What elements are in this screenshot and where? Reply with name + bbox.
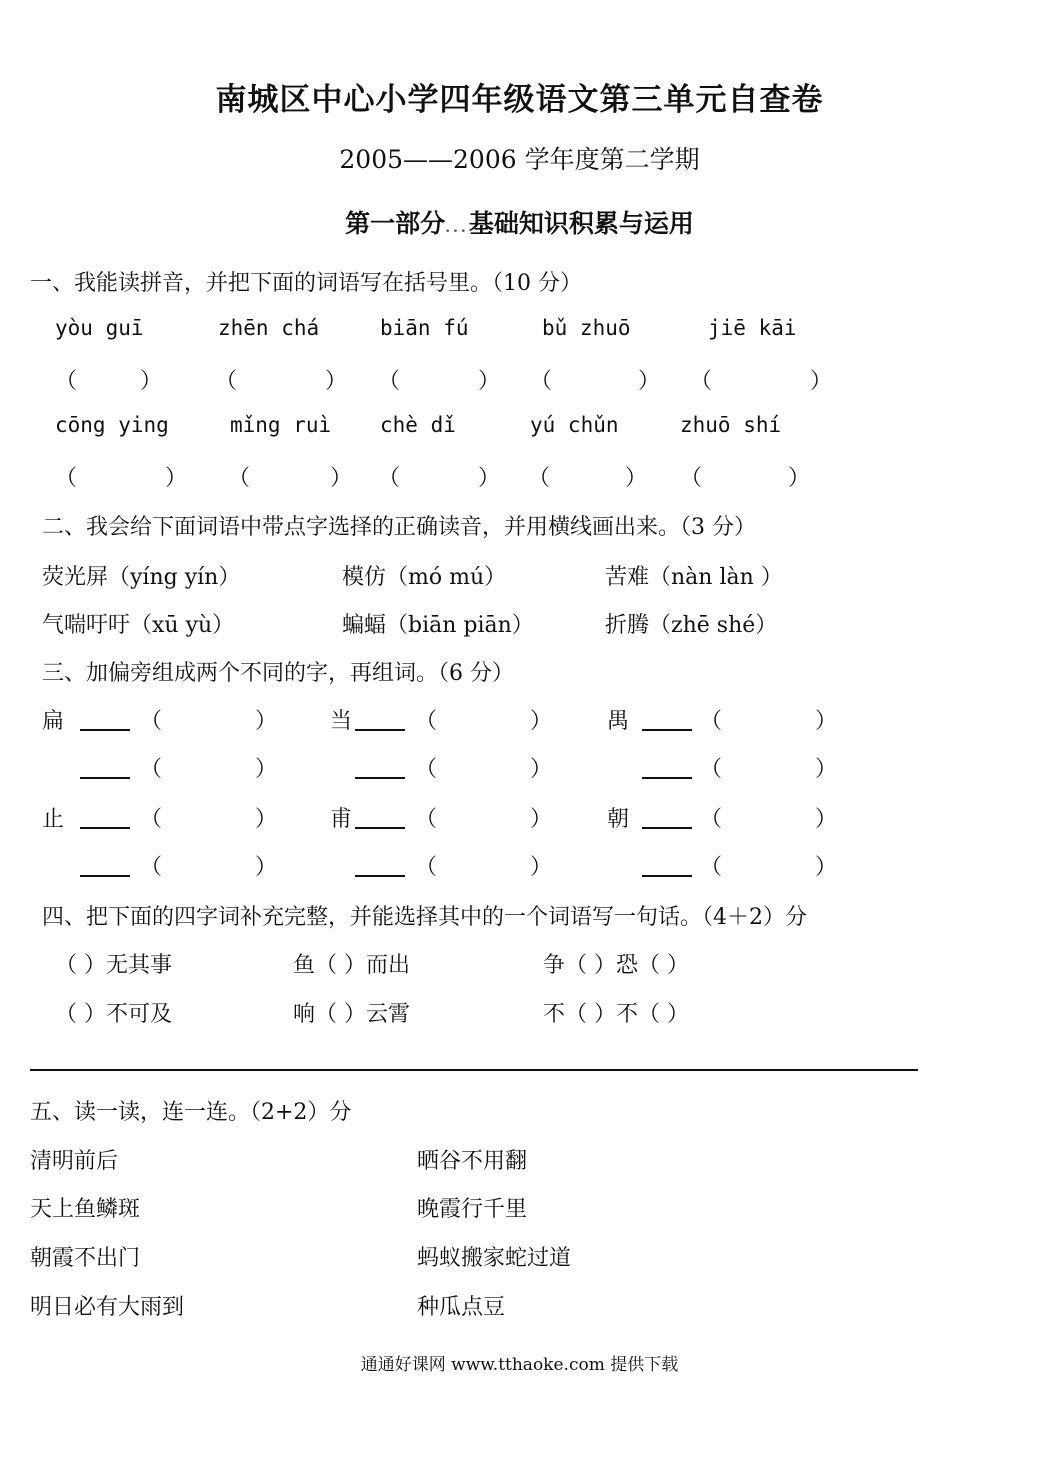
part-heading <box>0 204 1039 240</box>
answer-paren-open: （ <box>378 369 401 394</box>
q2-item: 模仿（mó mú） <box>342 565 507 590</box>
answer-paren-close: ） <box>255 807 278 832</box>
q1-heading: 一、我能读拼音，并把下面的词语写在括号里。（10 分） <box>30 271 582 296</box>
answer-paren-open: （ <box>140 855 163 880</box>
q3-blank-line[interactable] <box>80 805 130 833</box>
q4-idiom: 响（ ）云霄 <box>293 1002 410 1027</box>
q3-blank-line[interactable] <box>355 755 405 783</box>
q3-blank-line[interactable] <box>642 853 692 881</box>
q5-heading: 五、读一读，连一连。（2+2）分 <box>30 1100 352 1125</box>
q3-blank-line[interactable] <box>355 853 405 881</box>
q5-right-item: 晚霞行千里 <box>417 1197 528 1222</box>
answer-paren-close: ） <box>255 757 278 782</box>
answer-paren-open: （ <box>700 757 723 782</box>
answer-paren-close: ） <box>815 855 838 880</box>
answer-paren-close: ） <box>638 369 661 394</box>
q3-blank-line[interactable] <box>642 755 692 783</box>
answer-paren-close: ） <box>478 369 501 394</box>
answer-paren-open: （ <box>415 709 438 734</box>
answer-paren-close: ） <box>530 757 553 782</box>
q5-left-item: 天上鱼鳞斑 <box>30 1197 141 1222</box>
answer-paren-open: （ <box>228 466 251 491</box>
answer-paren-open: （ <box>378 466 401 491</box>
part-heading-left: 第一部分 <box>345 209 446 238</box>
answer-paren-close: ） <box>255 855 278 880</box>
q3-blank-line[interactable] <box>642 805 692 833</box>
q5-left-item: 朝霞不出门 <box>30 1246 141 1271</box>
answer-paren-open: （ <box>415 757 438 782</box>
part-heading-right: 基础知识积累与运用 <box>468 209 694 238</box>
q2-item: 折腾（zhē shé） <box>605 613 778 638</box>
q2-item: 苦难（nàn làn ） <box>605 565 783 590</box>
answer-paren-open: （ <box>690 369 713 394</box>
q3-char: 止 <box>42 807 65 832</box>
q5-right-item: 种瓜点豆 <box>417 1295 506 1320</box>
q2-item: 荧光屏（yíng yín） <box>42 565 241 590</box>
q2-item: 蝙蝠（biān piān） <box>342 613 534 638</box>
answer-paren-open: （ <box>530 369 553 394</box>
answer-paren-close: ） <box>788 466 811 491</box>
q3-char: 甫 <box>330 807 353 832</box>
q3-char: 当 <box>330 709 353 734</box>
q1-pinyin: jiē kāi <box>708 316 797 340</box>
q4-idiom: 鱼（ ）而出 <box>293 953 410 978</box>
q1-pinyin: zhuō shí <box>680 413 782 437</box>
answer-paren-open: （ <box>700 807 723 832</box>
answer-paren-open: （ <box>55 369 78 394</box>
q2-item: 气喘吁吁（xū yù） <box>42 613 235 638</box>
q3-blank-line[interactable] <box>355 805 405 833</box>
q1-pinyin: zhēn chá <box>218 316 320 340</box>
q1-pinyin: chè dǐ <box>380 413 456 437</box>
q3-char: 扁 <box>42 709 65 734</box>
answer-paren-open: （ <box>140 757 163 782</box>
q4-idiom: （ ）无其事 <box>55 953 172 978</box>
page-title: 南城区中心小学四年级语文第三单元自查卷 <box>215 82 824 118</box>
q3-blank-line[interactable] <box>80 707 130 735</box>
q3-char: 朝 <box>607 807 630 832</box>
answer-paren-close: ） <box>255 709 278 734</box>
q5-left-item: 明日必有大雨到 <box>30 1295 185 1320</box>
q4-idiom: （ ）不可及 <box>55 1002 172 1027</box>
answer-paren-close: ） <box>815 807 838 832</box>
answer-paren-open: （ <box>415 807 438 832</box>
answer-paren-close: ） <box>810 369 833 394</box>
q1-pinyin: yòu guī <box>55 316 144 340</box>
q2-heading: 二、我会给下面词语中带点字选择的正确读音，并用横线画出来。（3 分） <box>42 515 756 540</box>
school-term: 2005——2006 学年度第二学期 <box>339 145 700 174</box>
answer-paren-open: （ <box>528 466 551 491</box>
q3-blank-line[interactable] <box>642 707 692 735</box>
q3-blank-line[interactable] <box>80 755 130 783</box>
answer-paren-close: ） <box>530 855 553 880</box>
answer-paren-close: ） <box>530 807 553 832</box>
answer-paren-close: ） <box>330 466 353 491</box>
page-footer: 通通好课网 www.tthaoke.com 提供下载 <box>360 1355 679 1375</box>
answer-paren-open: （ <box>415 855 438 880</box>
answer-paren-close: ） <box>325 369 348 394</box>
sentence-answer-line[interactable] <box>30 1069 918 1071</box>
q5-right-item: 蚂蚁搬家蛇过道 <box>417 1246 572 1271</box>
answer-paren-open: （ <box>215 369 238 394</box>
q5-left-item: 清明前后 <box>30 1149 119 1174</box>
answer-paren-close: ） <box>140 369 163 394</box>
answer-paren-close: ） <box>815 757 838 782</box>
answer-paren-open: （ <box>680 466 703 491</box>
q3-heading: 三、加偏旁组成两个不同的字，再组词。（6 分） <box>42 661 514 686</box>
answer-paren-open: （ <box>140 709 163 734</box>
answer-paren-open: （ <box>700 709 723 734</box>
q1-pinyin: yú chǔn <box>530 413 619 437</box>
part-heading-dots: ... <box>445 220 469 236</box>
answer-paren-close: ） <box>165 466 188 491</box>
q5-right-item: 晒谷不用翻 <box>417 1149 528 1174</box>
answer-paren-open: （ <box>55 466 78 491</box>
answer-paren-close: ） <box>625 466 648 491</box>
q3-blank-line[interactable] <box>355 707 405 735</box>
q4-idiom: 不（ ）不（ ） <box>543 1002 689 1027</box>
answer-paren-close: ） <box>530 709 553 734</box>
q1-pinyin: biān fú <box>380 316 469 340</box>
q1-pinyin: bǔ zhuō <box>542 316 631 340</box>
answer-paren-open: （ <box>700 855 723 880</box>
q3-blank-line[interactable] <box>80 853 130 881</box>
q3-char: 禺 <box>607 709 630 734</box>
q1-pinyin: cōng ying <box>55 413 169 437</box>
answer-paren-open: （ <box>140 807 163 832</box>
answer-paren-close: ） <box>478 466 501 491</box>
answer-paren-close: ） <box>815 709 838 734</box>
q4-heading: 四、把下面的四字词补充完整，并能选择其中的一个词语写一句话。（4＋2）分 <box>42 905 807 930</box>
q1-pinyin: mǐng ruì <box>230 413 332 437</box>
q4-idiom: 争（ ）恐（ ） <box>543 953 689 978</box>
